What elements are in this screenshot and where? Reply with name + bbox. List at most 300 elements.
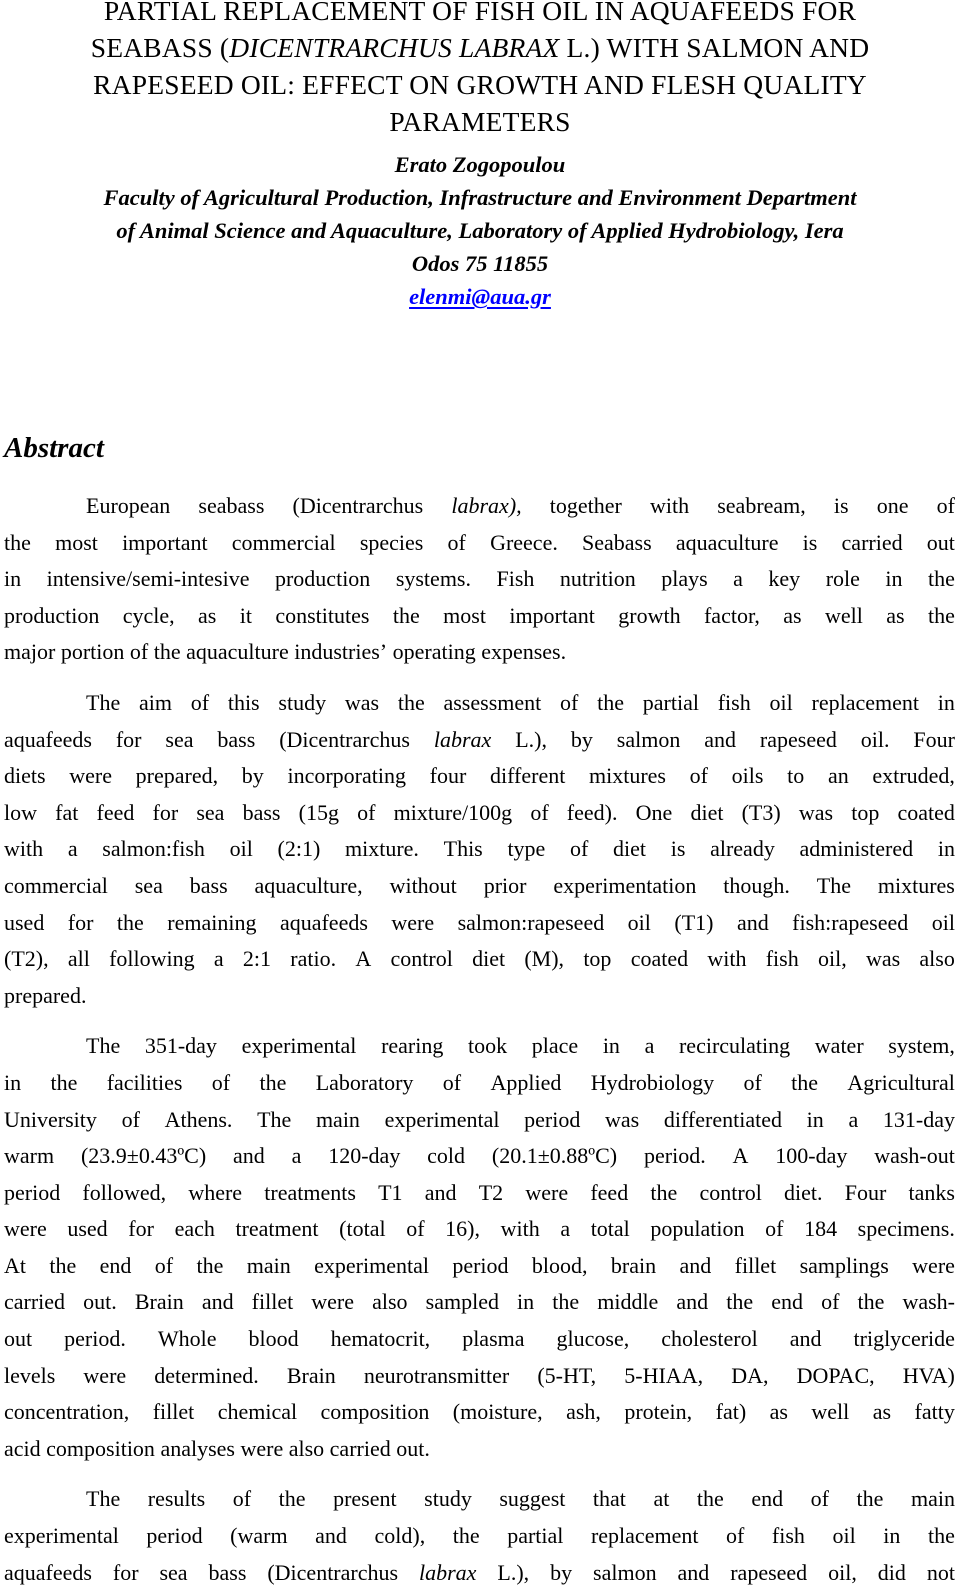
word: sea xyxy=(196,799,225,825)
word: the xyxy=(726,1289,754,1315)
text-line xyxy=(4,941,955,978)
word: in xyxy=(4,566,22,592)
word: oils xyxy=(731,763,764,789)
word: production xyxy=(4,602,100,628)
text-line xyxy=(4,1394,955,1431)
author-email-link[interactable]: elenmi@aua.gr xyxy=(409,284,551,309)
word: 120-day xyxy=(328,1143,401,1169)
word: the xyxy=(397,689,425,715)
text-line xyxy=(4,722,955,759)
word: in xyxy=(806,1106,824,1132)
word: expenses. xyxy=(481,639,567,665)
text-line xyxy=(4,1555,955,1591)
word: by xyxy=(570,726,593,752)
word: feed). xyxy=(566,799,618,825)
author-name: Erato Zogopoulou xyxy=(394,152,566,177)
word: labrax), xyxy=(451,493,522,518)
word: aquaculture, xyxy=(254,872,363,898)
text-line xyxy=(4,685,955,722)
word: operating xyxy=(392,639,476,665)
word: fish xyxy=(717,689,751,715)
word: 184 xyxy=(804,1216,838,1242)
word: as xyxy=(886,602,905,628)
word: were xyxy=(69,763,112,789)
word: of xyxy=(357,799,376,825)
word: the xyxy=(153,639,181,665)
paragraph-gap xyxy=(4,1014,955,1028)
word: nutrition xyxy=(559,566,636,592)
word: DOPAC, xyxy=(796,1362,875,1388)
word: as xyxy=(769,1399,788,1425)
word: well xyxy=(811,1399,850,1425)
word: results xyxy=(147,1486,206,1512)
word: Applied xyxy=(490,1069,562,1095)
word: also xyxy=(288,1435,325,1461)
word: protein, xyxy=(624,1399,693,1425)
word: ratio. xyxy=(290,946,337,972)
word: and xyxy=(736,909,769,935)
word: blood xyxy=(248,1326,299,1352)
word: cold xyxy=(427,1143,466,1169)
word: the xyxy=(928,602,955,628)
word: and xyxy=(233,1143,265,1169)
word: mixture/100g xyxy=(393,799,513,825)
word: commercial xyxy=(231,529,336,555)
text-line xyxy=(4,1284,955,1321)
word: used xyxy=(67,1216,108,1242)
affiliation-line: of Animal Science and Aquaculture, Laboratory of Applied Hydrobiology, Iera xyxy=(116,218,844,243)
title-text: SEABASS ( xyxy=(90,32,230,63)
word: mixtures xyxy=(589,763,666,789)
word: fish:rapeseed xyxy=(792,909,909,935)
text-line xyxy=(4,1321,955,1358)
word: of xyxy=(810,1486,829,1512)
word: by xyxy=(241,763,264,789)
word: and xyxy=(679,1252,712,1278)
word: also xyxy=(372,1289,408,1315)
word: the xyxy=(452,1523,480,1549)
word: experimental xyxy=(384,1106,500,1132)
word: blood, xyxy=(531,1252,588,1278)
word: cholesterol xyxy=(661,1326,758,1352)
word: with xyxy=(4,836,44,862)
word: the xyxy=(696,1486,724,1512)
word: bass xyxy=(217,726,256,752)
word: sampled xyxy=(425,1289,499,1315)
word: and xyxy=(677,1559,710,1585)
word: rearing xyxy=(381,1033,444,1059)
word: composition xyxy=(320,1399,430,1425)
word: carried xyxy=(329,1435,391,1461)
word: Athens. xyxy=(164,1106,233,1132)
word: top xyxy=(583,946,612,972)
word: neurotransmitter xyxy=(363,1362,510,1388)
word: took xyxy=(468,1033,508,1059)
word: of xyxy=(211,1069,231,1095)
word: (Dicentrarchus xyxy=(279,726,410,752)
word: of xyxy=(530,799,549,825)
word: four xyxy=(429,763,467,789)
word: top xyxy=(851,799,880,825)
word: of xyxy=(936,493,955,518)
word: though. xyxy=(723,872,790,898)
word: in xyxy=(602,1033,620,1059)
word: partial xyxy=(507,1523,564,1549)
word: the xyxy=(791,1069,819,1095)
word: type xyxy=(507,836,546,862)
word: the xyxy=(4,529,31,555)
word: a xyxy=(67,836,78,862)
word: of xyxy=(570,836,589,862)
word: system, xyxy=(888,1033,955,1059)
word: Laboratory xyxy=(315,1069,414,1095)
word: seabream, xyxy=(717,493,806,518)
word: triglyceride xyxy=(853,1326,955,1352)
word: were xyxy=(311,1289,355,1315)
abstract-heading: Abstract xyxy=(4,432,104,464)
text-line xyxy=(4,1248,955,1285)
word: oil, xyxy=(828,1559,857,1585)
word: and xyxy=(315,1523,347,1549)
word: Agricultural xyxy=(847,1069,955,1095)
word: did xyxy=(877,1559,906,1585)
abstract-paragraph xyxy=(4,488,955,671)
word: with xyxy=(500,1216,540,1242)
word: DA, xyxy=(731,1362,769,1388)
word: administered xyxy=(799,836,914,862)
word: and xyxy=(424,1179,457,1205)
word: growth xyxy=(618,602,681,628)
word: control xyxy=(390,946,453,972)
word: is xyxy=(670,836,686,862)
word: it xyxy=(239,602,252,628)
word: oil xyxy=(832,1523,856,1549)
word: The xyxy=(86,689,121,715)
word: 2:1 xyxy=(242,946,272,972)
word: place xyxy=(531,1033,579,1059)
word: aquafeeds xyxy=(4,726,92,752)
word: for xyxy=(152,799,179,825)
word: 131-day xyxy=(882,1106,955,1132)
word: not xyxy=(926,1559,955,1585)
word: HVA) xyxy=(902,1362,955,1388)
word: the xyxy=(392,602,420,628)
word: of xyxy=(743,1069,762,1095)
word: one xyxy=(876,493,909,518)
word: L.), xyxy=(497,1559,530,1585)
word: is xyxy=(802,529,818,555)
word: rapeseed xyxy=(759,726,837,752)
word: mixture. xyxy=(345,836,419,862)
word: cold), xyxy=(374,1523,426,1549)
word: the xyxy=(927,1523,955,1549)
word: Four xyxy=(913,726,955,752)
author-block xyxy=(0,148,960,313)
title-text: L.) WITH SALMON AND xyxy=(559,32,870,63)
word: of xyxy=(765,1216,784,1242)
word: each xyxy=(174,1216,215,1242)
word: T2 xyxy=(478,1179,504,1205)
word: main xyxy=(315,1106,360,1132)
word: (23.9±0.43ºC) xyxy=(80,1143,207,1169)
word: oil xyxy=(229,836,253,862)
word: as xyxy=(872,1399,892,1425)
word: plasma xyxy=(462,1326,525,1352)
word: was xyxy=(605,1106,640,1132)
word: salmon xyxy=(593,1559,657,1585)
word: the xyxy=(856,1486,884,1512)
word: (warm xyxy=(230,1523,288,1549)
word: diets xyxy=(4,763,46,789)
word: where xyxy=(188,1179,243,1205)
word: out xyxy=(926,529,955,555)
word: glucose, xyxy=(556,1326,630,1352)
text-line xyxy=(4,831,955,868)
word: experimental xyxy=(314,1252,429,1278)
word: 16), xyxy=(445,1216,480,1242)
word: out xyxy=(4,1326,33,1352)
word: low xyxy=(4,799,37,825)
word: (M), xyxy=(524,946,565,972)
word: as xyxy=(198,602,217,628)
word: experimental xyxy=(4,1523,119,1549)
word: for xyxy=(112,1559,139,1585)
word: control xyxy=(699,1179,762,1205)
word: were xyxy=(525,1179,569,1205)
word: major xyxy=(4,639,56,665)
word: period xyxy=(146,1523,203,1549)
word: oil. xyxy=(860,726,890,752)
word: of xyxy=(232,1486,252,1512)
word: the xyxy=(552,1289,580,1315)
word: warm xyxy=(4,1143,55,1169)
word: feed xyxy=(96,799,135,825)
word: most xyxy=(55,529,98,555)
word: samplings xyxy=(799,1252,889,1278)
word: well xyxy=(825,602,863,628)
word: concentration, xyxy=(4,1399,130,1425)
word: partial xyxy=(642,689,699,715)
word: European xyxy=(86,493,171,518)
paper-title xyxy=(0,0,960,140)
abstract-body xyxy=(4,488,955,1591)
word: a xyxy=(560,1216,571,1242)
word: This xyxy=(443,836,483,862)
word: out. xyxy=(83,1289,117,1315)
word: analyses xyxy=(160,1435,235,1461)
word: the xyxy=(597,689,624,715)
word: labrax xyxy=(419,1559,477,1585)
word: in xyxy=(937,836,955,862)
word: fat) xyxy=(715,1399,747,1425)
word: salmon:fish xyxy=(102,836,205,862)
text-line xyxy=(4,1138,955,1175)
text-line xyxy=(4,634,955,671)
word: of xyxy=(129,639,149,665)
text-line xyxy=(4,488,955,525)
word: sea xyxy=(165,726,194,752)
word: aim xyxy=(138,689,172,715)
word: oil xyxy=(769,689,793,715)
word: as xyxy=(783,602,802,628)
title-text: RAPESEED OIL: EFFECT ON GROWTH AND FLESH QUALITY xyxy=(93,69,867,100)
word: determined. xyxy=(154,1362,259,1388)
word: bass xyxy=(208,1559,247,1585)
word: (2:1) xyxy=(277,836,321,862)
word: University xyxy=(4,1106,97,1132)
word: seabass xyxy=(198,493,265,518)
word: the xyxy=(50,1069,78,1095)
text-line xyxy=(4,1175,955,1212)
word: species xyxy=(359,529,424,555)
word: wash- xyxy=(902,1289,955,1315)
word: Brain xyxy=(286,1362,336,1388)
word: prior xyxy=(483,872,527,898)
word: most xyxy=(443,602,486,628)
text-line xyxy=(4,905,955,942)
word: cycle, xyxy=(122,602,175,628)
word: also xyxy=(919,946,955,972)
word: sea xyxy=(134,872,163,898)
word: fat xyxy=(55,799,79,825)
word: following xyxy=(109,946,195,972)
word: labrax xyxy=(433,726,492,752)
word: replacement xyxy=(811,689,919,715)
word: were xyxy=(912,1252,955,1278)
word: coated xyxy=(630,946,689,972)
word: fillet xyxy=(251,1289,294,1315)
word: for xyxy=(67,909,94,935)
word: middle xyxy=(597,1289,659,1315)
word: this xyxy=(227,689,260,715)
word: already xyxy=(710,836,775,862)
word: Brain xyxy=(134,1289,184,1315)
word: period xyxy=(4,1179,61,1205)
word: important xyxy=(509,602,595,628)
word: without xyxy=(389,872,457,898)
title-line xyxy=(0,66,960,103)
word: end xyxy=(99,1252,132,1278)
word: prepared. xyxy=(4,982,87,1008)
text-line xyxy=(4,1211,955,1248)
word: with xyxy=(649,493,690,518)
word: chemical xyxy=(217,1399,298,1425)
word: of xyxy=(689,763,708,789)
title-text: DICENTRARCHUS LABRAX xyxy=(229,32,560,63)
word: and xyxy=(676,1289,709,1315)
word: One xyxy=(635,799,673,825)
word: out. xyxy=(396,1435,430,1461)
word: salmon:rapeseed xyxy=(457,909,605,935)
word: of xyxy=(121,1106,140,1132)
word: (15g xyxy=(298,799,339,825)
word: for xyxy=(115,726,142,752)
word: (Dicentrarchus xyxy=(267,1559,399,1585)
word: the xyxy=(857,1289,885,1315)
word: composition xyxy=(46,1435,155,1461)
word: water xyxy=(814,1033,864,1059)
word: fillet xyxy=(734,1252,777,1278)
word: The xyxy=(86,1033,121,1059)
word: a xyxy=(848,1106,859,1132)
abstract-paragraph xyxy=(4,1481,955,1591)
word: portion xyxy=(60,639,125,665)
word: intensive/semi-intesive xyxy=(46,566,250,592)
word: followed, xyxy=(82,1179,167,1205)
word: oil xyxy=(931,909,955,935)
text-line xyxy=(4,868,955,905)
word: Greece. xyxy=(490,529,558,555)
word: sea xyxy=(159,1559,188,1585)
title-line xyxy=(0,103,960,140)
word: period xyxy=(452,1252,509,1278)
word: the xyxy=(116,909,144,935)
word: (T1) xyxy=(674,909,714,935)
abstract-paragraph xyxy=(4,685,955,1014)
word: that xyxy=(592,1486,626,1512)
word: of xyxy=(442,1069,462,1095)
word: with xyxy=(707,946,747,972)
text-line xyxy=(4,795,955,832)
word: hematocrit, xyxy=(330,1326,431,1352)
abstract-paragraph xyxy=(4,1028,955,1467)
word: was xyxy=(865,946,901,972)
word: A xyxy=(732,1143,749,1169)
word: (5-HT, xyxy=(537,1362,597,1388)
affiliation-line: Odos 75 11855 xyxy=(411,251,549,276)
word: (moisture, xyxy=(452,1399,543,1425)
text-line xyxy=(4,1065,955,1102)
word: a xyxy=(213,946,224,972)
word: end xyxy=(751,1486,784,1512)
text-line xyxy=(4,598,955,635)
word: was xyxy=(798,799,834,825)
word: levels xyxy=(4,1362,56,1388)
paragraph-gap xyxy=(4,1467,955,1481)
word: the xyxy=(259,1069,287,1095)
title-text: PARTIAL REPLACEMENT OF FISH OIL IN AQUAFEEDS FOR xyxy=(103,0,857,26)
word: recirculating xyxy=(678,1033,791,1059)
word: aquaculture xyxy=(186,639,289,665)
word: a xyxy=(291,1143,302,1169)
word: key xyxy=(768,566,801,592)
word: used xyxy=(4,909,45,935)
word: bass xyxy=(189,872,228,898)
word: were xyxy=(240,1435,284,1461)
word: replacement xyxy=(590,1523,699,1549)
word: suggest xyxy=(499,1486,566,1512)
text-line xyxy=(4,1518,955,1555)
word: the xyxy=(49,1252,77,1278)
text-line xyxy=(4,525,955,562)
word: of xyxy=(726,1523,745,1549)
word: assessment xyxy=(443,689,542,715)
word: in xyxy=(885,566,903,592)
word: L.), xyxy=(515,726,547,752)
word: rapeseed xyxy=(730,1559,808,1585)
affiliation-line: Faculty of Agricultural Production, Infrastructure and Environment Department xyxy=(103,185,857,210)
word: important xyxy=(122,529,208,555)
word: all xyxy=(67,946,90,972)
word: was xyxy=(344,689,380,715)
word: and xyxy=(789,1326,822,1352)
word: were xyxy=(4,1216,47,1242)
text-line xyxy=(4,978,955,1015)
word: of xyxy=(190,689,210,715)
word: production xyxy=(274,566,371,592)
text-line xyxy=(4,1431,955,1468)
word: main xyxy=(910,1486,955,1512)
